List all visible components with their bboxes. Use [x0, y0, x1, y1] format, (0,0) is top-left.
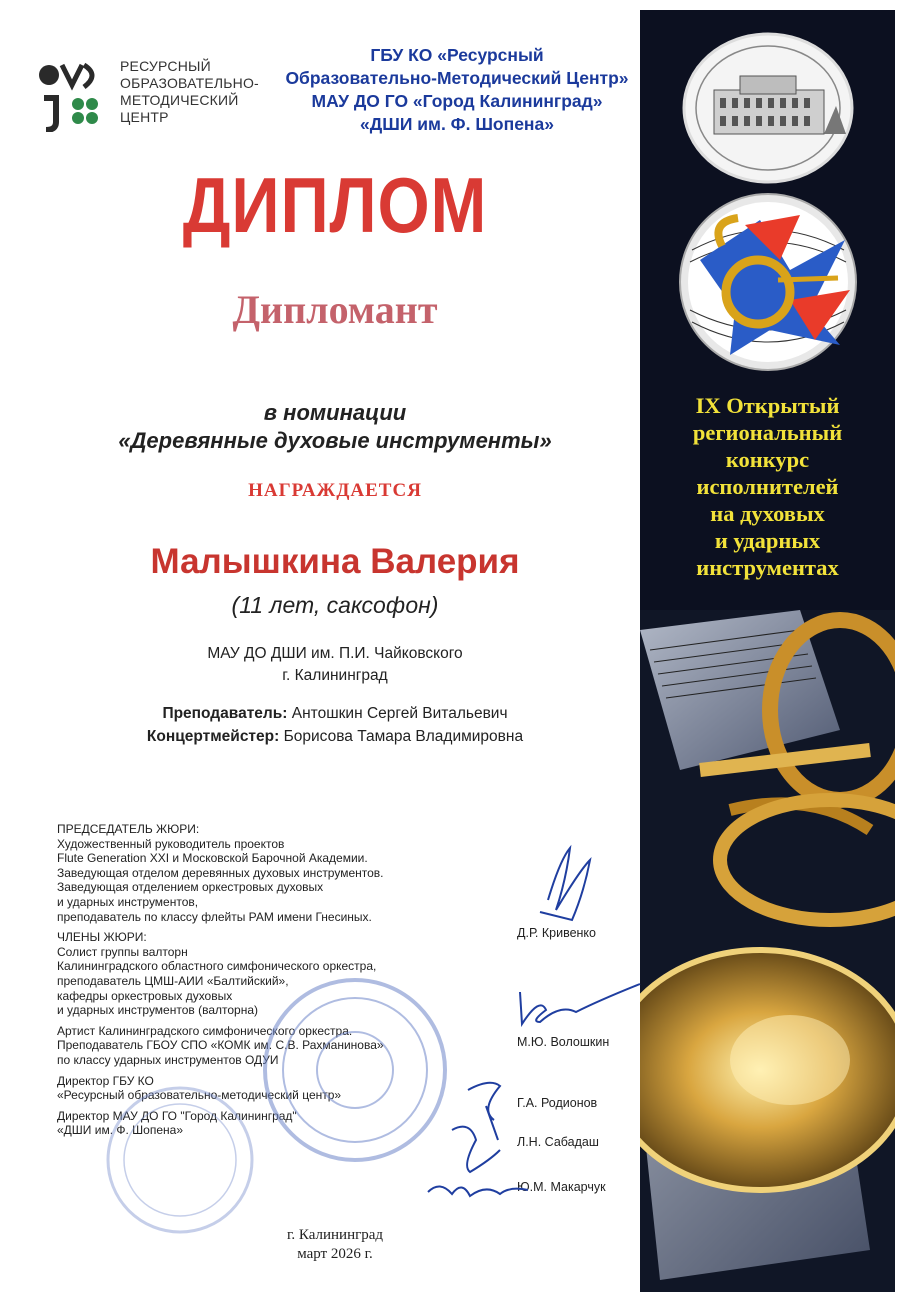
- signature-makarchuk-icon: [428, 1186, 528, 1196]
- resource-center-logo: [38, 58, 258, 138]
- accompanist-label: Концертмейстер:: [146, 728, 280, 745]
- signatory-name: Л.Н. Сабадаш: [517, 1135, 599, 1149]
- accompanist-line: [40, 728, 630, 746]
- diploma-subtitle: Дипломант: [232, 287, 438, 332]
- contest-line: инструментах: [696, 555, 839, 580]
- jury-list: [57, 822, 457, 1138]
- jury-line: Flute Generation XXI и Московской Барочной Академии.: [57, 851, 368, 866]
- teacher-name: Антошкин Сергей Витальевич: [291, 705, 508, 722]
- logo-line: МЕТОДИЧЕСКИЙ: [120, 92, 239, 108]
- jury-line: Директор ГБУ КО: [57, 1073, 154, 1088]
- org-line: ГБУ КО «Ресурсный: [370, 45, 544, 65]
- signature-rodionov-icon: [468, 1083, 500, 1140]
- jury-line: преподаватель по классу флейты РАМ имени Гнесиных.: [57, 909, 372, 924]
- jury-line: Заведующая отделом деревянных духовых инструментов.: [57, 865, 384, 880]
- teacher-label: Преподаватель:: [162, 705, 288, 722]
- horn-contest-emblem-icon: [680, 194, 856, 370]
- teacher-line: [40, 705, 630, 723]
- jury-line: ЧЛЕНЫ ЖЮРИ:: [57, 930, 147, 945]
- accompanist-name: Борисова Тамара Владимировна: [283, 728, 524, 745]
- signatory-name: Г.А. Родионов: [517, 1096, 598, 1110]
- school-city: г. Калининград: [282, 667, 388, 684]
- diploma-title: ДИПЛОМ: [182, 161, 488, 249]
- signature-voloshkin-icon: [520, 984, 640, 1024]
- signatory-name: Д.Р. Кривенко: [517, 926, 596, 940]
- jury-line: Директор МАУ ДО ГО "Город Калининград": [57, 1108, 297, 1123]
- signature-sabadash-icon: [452, 1127, 500, 1172]
- recipient-name: Малышкина Валерия: [150, 542, 520, 581]
- jury-line: Солист группы валторн: [57, 944, 188, 959]
- jury-line: кафедры оркестровых духовых: [57, 988, 233, 1003]
- jury-line: «Ресурсный образовательно-методический центр»: [57, 1088, 342, 1103]
- jury-line: Артист Калининградского симфонического оркестра.: [57, 1023, 353, 1038]
- jury-line: ПРЕДСЕДАТЕЛЬ ЖЮРИ:: [57, 822, 200, 836]
- jury-line: Заведующая отделением оркестровых духовых: [57, 880, 324, 895]
- org-line: «ДШИ им. Ф. Шопена»: [360, 114, 554, 134]
- awarded-label: НАГРАЖДАЕТСЯ: [248, 480, 422, 501]
- org-line: МАУ ДО ГО «Город Калининград»: [311, 91, 603, 111]
- signature-krivenko-icon: [540, 848, 590, 920]
- footer-date: март 2026 г.: [297, 1246, 373, 1262]
- jury-line: и ударных инструментов,: [57, 894, 199, 909]
- jury-line: Калининградского областного симфонического оркестра,: [57, 959, 377, 974]
- logo-line: ЦЕНТР: [120, 109, 169, 125]
- logo-line: ОБРАЗОВАТЕЛЬНО-: [120, 75, 259, 91]
- nomination-title: «Деревянные духовые инструменты»: [118, 428, 552, 453]
- side-panel-art: [640, 10, 895, 1292]
- school-name: МАУ ДО ДШИ им. П.И. Чайковского: [207, 645, 463, 662]
- jury-line: преподаватель ЦМШ-АИИ «Балтийский»,: [57, 973, 289, 988]
- organizer-header: [262, 44, 652, 136]
- decorative-side-panel: [640, 10, 895, 1292]
- jury-line: по классу ударных инструментов ОДУИ: [57, 1052, 279, 1067]
- logo-text: [120, 58, 259, 126]
- school-building-emblem-icon: [684, 34, 852, 182]
- contest-title: [645, 392, 890, 581]
- jury-line: «ДШИ им. Ф. Шопена»: [57, 1123, 183, 1138]
- footer-city: г. Калининград: [286, 1227, 384, 1243]
- contest-line: IX Открытый: [695, 393, 840, 418]
- logo-line: РЕСУРСНЫЙ: [120, 58, 211, 74]
- org-line: Образовательно-Методический Центр»: [285, 68, 629, 88]
- logo-icon: [38, 60, 108, 132]
- signatory-name: М.Ю. Волошкин: [517, 1035, 610, 1049]
- contest-line: конкурс: [725, 447, 810, 472]
- recipient-details: (11 лет, саксофон): [231, 592, 439, 618]
- signatory-name: Ю.М. Макарчук: [517, 1180, 606, 1194]
- nomination-prefix: в номинации: [263, 400, 407, 425]
- contest-line: и ударных: [714, 528, 821, 553]
- jury-line: и ударных инструментов (валторна): [57, 1003, 259, 1018]
- jury-line: Преподаватель ГБОУ СПО «КОМК им. С.В. Рахманинова»: [57, 1038, 384, 1053]
- trumpet-photo-icon: [640, 610, 895, 1292]
- jury-line: Художественный руководитель проектов: [57, 836, 285, 851]
- contest-line: исполнителей: [696, 474, 839, 499]
- contest-line: на духовых: [710, 501, 825, 526]
- contest-line: региональный: [692, 420, 843, 445]
